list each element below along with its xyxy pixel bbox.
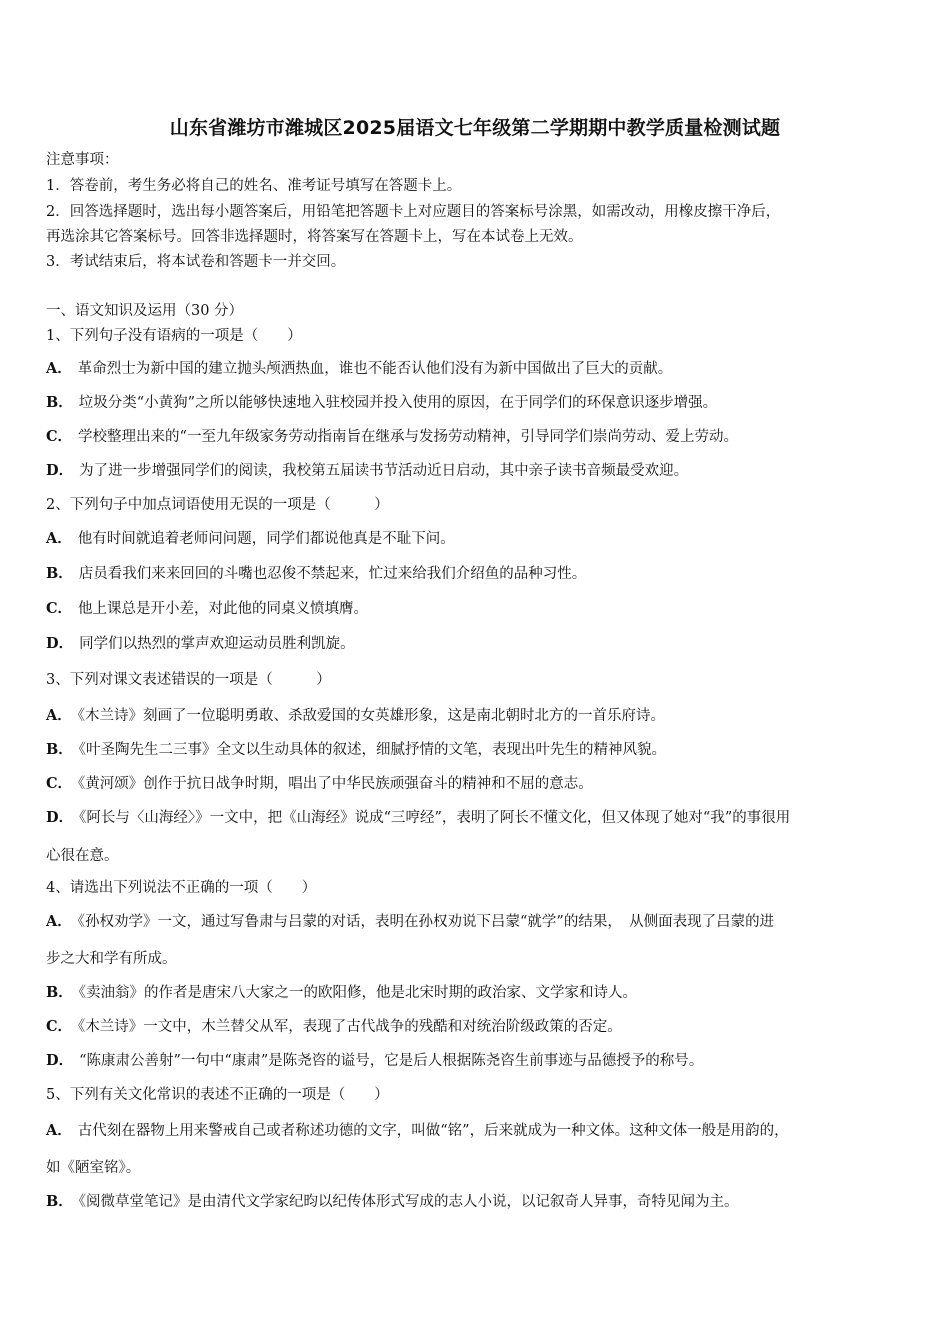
question-option-continued	[46, 1161, 140, 1176]
option-text: 步之大和学有所成。	[46, 951, 177, 967]
question-option	[46, 362, 672, 377]
option-letter: C．	[46, 775, 73, 792]
option-text: 《黄河颂》创作于抗日战争时期，唱出了中华民族顽强奋斗的精神和不屈的意志。	[78, 776, 593, 792]
notice-item: 3．考试结束后，将本试卷和答题卡一并交回。	[46, 254, 346, 270]
option-text: 学校整理出来的“一至九年级家务劳动指南旨在继承与发扬劳动精神，引导同学们崇尚劳动、爱上劳动。	[78, 429, 738, 445]
option-letter: D．	[46, 462, 74, 479]
option-letter: B．	[46, 1193, 73, 1210]
option-text: 《阅微草堂笔记》是由清代文学家纪昀以纪传体形式写成的志人小说，以记叙奇人异事，奇特见闻为主。	[78, 1194, 739, 1210]
option-text: 心很在意。	[46, 848, 119, 864]
notice-item: 2．回答选择题时，选出每小题答案后，用铅笔把答题卡上对应题目的答案标号涂黑，如需改动，用橡皮擦干净后，	[46, 204, 781, 220]
option-letter: A．	[46, 707, 72, 724]
option-letter: C．	[46, 1018, 73, 1035]
option-letter: A．	[46, 360, 72, 377]
option-text: 店员看我们来来回回的斗嘴也忍俊不禁起来，忙过来给我们介绍鱼的品种习性。	[78, 566, 587, 582]
option-letter: A．	[46, 913, 72, 930]
option-text: 同学们以热烈的掌声欢迎运动员胜利凯旋。	[79, 636, 355, 652]
question-option	[46, 396, 717, 411]
question-option	[46, 986, 637, 1001]
question-option-continued	[46, 849, 119, 864]
option-text: 《孙权劝学》一文，通过写鲁肃与吕蒙的对话，表明在孙权劝说下吕蒙“就学”的结果， 从侧面表现了吕蒙的进	[77, 914, 775, 930]
option-letter: D．	[46, 1052, 74, 1069]
question-stem: 2、下列句子中加点词语使用无误的一项是（ ）	[46, 497, 389, 513]
question-stem: 5、下列有关文化常识的表述不正确的一项是（ ）	[46, 1087, 389, 1103]
question-stem: 4、请选出下列说法不正确的一项（ ）	[46, 880, 317, 896]
question-option	[46, 1195, 739, 1210]
notice-heading: 注意事项：	[46, 152, 119, 168]
question-option	[46, 811, 790, 826]
option-text: 垃圾分类“小黄狗”之所以能够快速地入驻校园并投入使用的原因，在于同学们的环保意识逐步增强。	[78, 395, 718, 411]
option-text: 《木兰诗》一文中，木兰替父从军，表现了古代战争的残酷和对统治阶级政策的否定。	[78, 1019, 622, 1035]
question-option	[46, 1020, 622, 1035]
question-option	[46, 637, 355, 652]
question-option	[46, 1124, 789, 1139]
option-text: 他有时间就追着老师问问题，同学们都说他真是不耻下问。	[77, 531, 455, 547]
option-letter: A．	[46, 1122, 72, 1139]
option-text: 《叶圣陶先生二三事》全文以生动具体的叙述，细腻抒情的文笔，表现出叶先生的精神风貌。	[78, 742, 667, 758]
question-option	[46, 567, 586, 582]
option-letter: D．	[46, 809, 74, 826]
question-option	[46, 743, 666, 758]
option-text: 如《陋室铭》。	[46, 1160, 141, 1176]
option-text: 为了进一步增强同学们的阅读，我校第五届读书节活动近日启动，其中亲子读书音频最受欢迎。	[79, 463, 689, 479]
option-letter: B．	[46, 741, 73, 758]
page-title: 山东省潍坊市潍城区2025届语文七年级第二学期期中教学质量检测试题	[169, 117, 781, 139]
question-option	[46, 430, 738, 445]
option-text: 革命烈士为新中国的建立抛头颅洒热血，谁也不能否认他们没有为新中国做出了巨大的贡献。	[77, 361, 673, 377]
option-letter: D．	[46, 635, 74, 652]
question-option	[46, 532, 455, 547]
question-option	[46, 915, 774, 930]
option-letter: C．	[46, 428, 73, 445]
option-text: 《卖油翁》的作者是唐宋八大家之一的欧阳修，他是北宋时期的政治家、文学家和诗人。	[78, 985, 638, 1001]
notice-item: 再选涂其它答案标号。回答非选择题时，将答案写在答题卡上，写在本试卷上无效。	[46, 229, 583, 245]
option-letter: C．	[46, 600, 73, 617]
option-letter: A．	[46, 530, 72, 547]
notice-item: 1．答卷前，考生务必将自己的姓名、准考证号填写在答题卡上。	[46, 178, 462, 194]
question-option	[46, 709, 665, 724]
question-stem: 3、下列对课文表述错误的一项是（ ）	[46, 672, 331, 688]
option-text: “陈康肃公善射”一句中“康肃”是陈尧咨的谥号，它是后人根据陈尧咨生前事迹与品德授予的称号。	[79, 1053, 704, 1069]
question-option-continued	[46, 952, 177, 967]
option-letter: B．	[46, 984, 73, 1001]
question-stem: 1、下列句子没有语病的一项是（ ）	[46, 328, 302, 344]
section-heading: 一、语文知识及运用（30 分）	[46, 303, 244, 319]
option-text: 《阿长与〈山海经〉》一文中，把《山海经》说成“三哼经”，表明了阿长不懂文化，但又体现了她对“我”的事很用	[79, 810, 791, 826]
question-option	[46, 777, 593, 792]
option-text: 古代刻在器物上用来警戒自己或者称述功德的文字，叫做“铭”，后来就成为一种文体。这种文体一般是用韵的，	[77, 1123, 789, 1139]
option-letter: B．	[46, 394, 73, 411]
question-option	[46, 602, 368, 617]
question-option	[46, 464, 688, 479]
question-option	[46, 1054, 703, 1069]
option-text: 他上课总是开小差，对此他的同桌义愤填膺。	[78, 601, 369, 617]
option-text: 《木兰诗》刻画了一位聪明勇敢、杀敌爱国的女英雄形象，这是南北朝时北方的一首乐府诗。	[77, 708, 666, 724]
option-letter: B．	[46, 565, 73, 582]
